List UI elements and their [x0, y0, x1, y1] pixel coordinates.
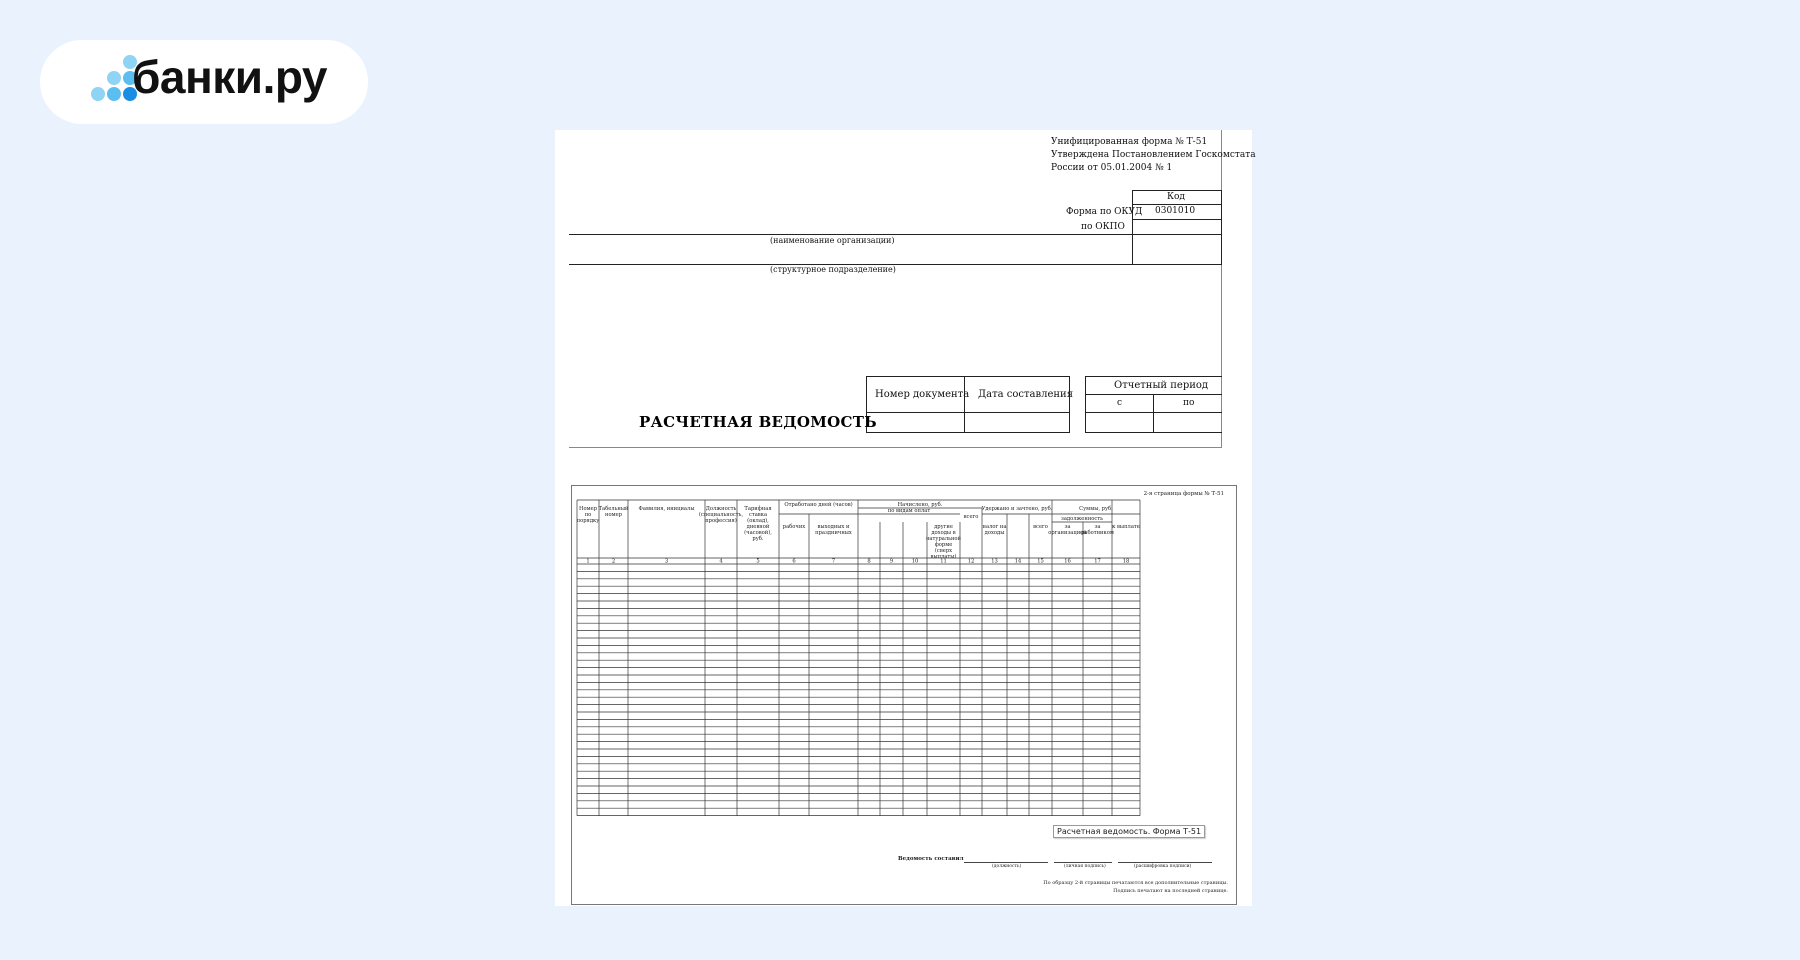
column-number: 4: [719, 558, 723, 565]
group-debt: задолженность: [1060, 516, 1104, 522]
column-header: Номер по порядку: [576, 506, 600, 524]
column-number: 3: [664, 558, 669, 565]
column-number: 14: [1014, 558, 1022, 565]
column-number: 15: [1037, 558, 1044, 565]
sig-caption-signature: (личная подпись): [1064, 864, 1106, 869]
column-number: 2: [611, 558, 616, 565]
sig-caption-position: (должность): [992, 864, 1022, 869]
column-header: всего: [1033, 524, 1048, 530]
column-number: 9: [889, 558, 894, 565]
payroll-table-page: [571, 485, 1237, 905]
document-title: РАСЧЕТНАЯ ВЕДОМОСТЬ: [639, 413, 877, 431]
column-header: Тарифная ставка (оклад), дневной (часовой), руб.: [744, 506, 772, 542]
group-withheld: Удержано и зачтено, руб.: [981, 506, 1053, 512]
payroll-table: [572, 486, 1238, 906]
period-from: с: [1117, 398, 1123, 408]
column-number: 7: [831, 558, 836, 565]
column-number: 10: [911, 558, 919, 565]
form-line-2: Утверждена Постановлением Госкомстата: [1051, 150, 1256, 160]
code-label: Код: [1167, 192, 1185, 202]
column-number: 11: [940, 558, 947, 565]
column-header: Фамилия, инициалы: [638, 506, 695, 512]
doc-number-label: Номер документа: [875, 389, 970, 400]
column-header: Должность (специальность, профессия): [698, 506, 744, 524]
form-line-1: Унифицированная форма № Т-51: [1051, 137, 1208, 147]
group-worked: Отработано дней (часов): [784, 502, 853, 508]
column-header: за работником: [1081, 524, 1114, 536]
dept-caption: (структурное подразделение): [770, 265, 896, 274]
group-accrued-sub: по видам оплат: [887, 508, 931, 514]
form-line-3: России от 05.01.2004 № 1: [1051, 163, 1173, 173]
column-number: 17: [1094, 558, 1101, 565]
doc-number-date-box: [866, 376, 1070, 433]
footer-note-2: Подпись печатают на последней странице.: [1113, 888, 1228, 894]
column-header: всего: [963, 514, 979, 520]
column-header: Табельный номер: [598, 506, 629, 518]
okpo-label: по ОКПО: [1081, 222, 1125, 232]
column-number: 13: [991, 558, 998, 565]
column-header: рабочих: [782, 524, 806, 530]
footer-note-1: По образцу 2-й страницы печатаются все дополнительные страницы.: [1043, 880, 1228, 886]
column-header: к выплате: [1112, 524, 1140, 530]
column-number: 12: [967, 558, 975, 565]
column-number: 5: [756, 558, 760, 565]
column-number: 16: [1064, 558, 1071, 565]
group-sums: Суммы, руб.: [1079, 506, 1113, 512]
column-header: за организацией: [1048, 524, 1087, 536]
image-tooltip: Расчетная ведомость. Форма Т-51: [1053, 825, 1205, 838]
column-number: 6: [792, 558, 796, 565]
okud-value: 0301010: [1155, 206, 1196, 216]
column-header: налог на доходы: [982, 524, 1007, 536]
doc-date-label: Дата составления: [978, 389, 1074, 400]
column-number: 1: [586, 558, 590, 565]
period-title: Отчетный период: [1114, 380, 1209, 391]
form-title-page: [555, 130, 1256, 448]
column-header: другие доходы в натуральной форме (сверх выплаты): [925, 524, 962, 560]
group-accrued: Начислено, руб.: [897, 502, 943, 508]
document-image: [555, 130, 1256, 906]
org-caption: (наименование организации): [770, 236, 895, 245]
brand-name: банки.ру: [132, 51, 327, 103]
org-line: [569, 234, 1132, 235]
corner-note: 2-я страница формы № Т-51: [1143, 491, 1224, 497]
okud-label: Форма по ОКУД: [1066, 207, 1143, 217]
period-to: по: [1183, 398, 1195, 408]
column-number: 8: [867, 558, 871, 565]
column-number: 18: [1122, 558, 1130, 565]
column-header: выходных и праздничных: [815, 524, 852, 536]
compiled-by-label: Ведомость составил: [898, 856, 964, 862]
sig-caption-name: (расшифровка подписи): [1134, 864, 1192, 869]
brand-logo[interactable]: [40, 40, 368, 124]
